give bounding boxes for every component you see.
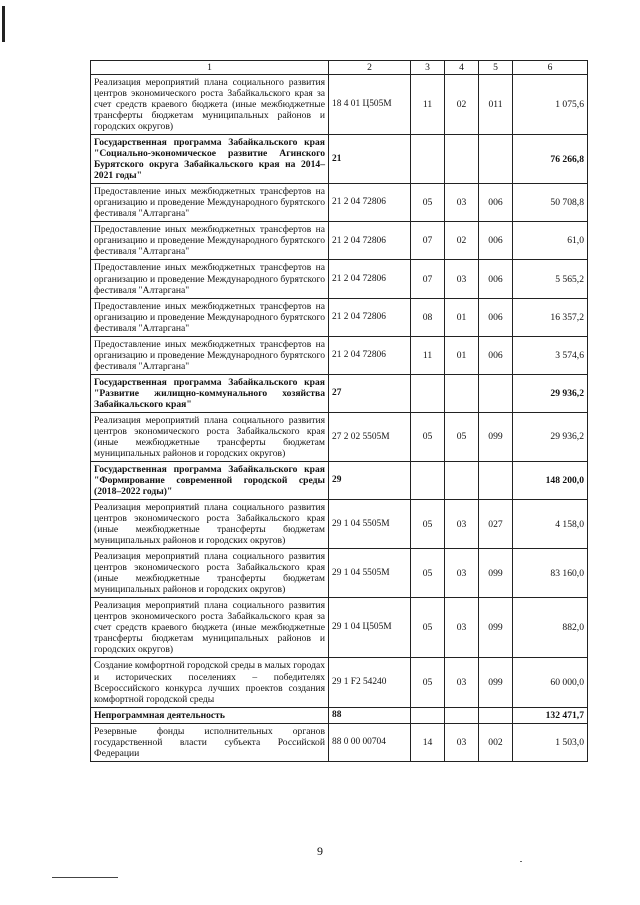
row-col3-cell: 05 bbox=[411, 184, 445, 222]
row-col4-cell: 03 bbox=[445, 549, 479, 598]
table-row-program-heading bbox=[91, 135, 588, 184]
row-col3-cell: 05 bbox=[411, 412, 445, 461]
row-name-cell: Государственная программа Забайкальского края "Развитие жилищно-коммунального хозяйства Забайкальского края" bbox=[91, 374, 329, 412]
row-amount-cell: 60 000,0 bbox=[513, 658, 588, 707]
row-col4-cell: 03 bbox=[445, 723, 479, 761]
row-amount-cell: 76 266,8 bbox=[513, 135, 588, 184]
budget-allocation-table bbox=[90, 60, 588, 762]
row-code-cell: 21 2 04 72806 bbox=[329, 222, 411, 260]
row-name-cell: Непрограммная деятельность bbox=[91, 707, 329, 723]
row-col4-cell: 03 bbox=[445, 184, 479, 222]
row-name-cell: Реализация мероприятий плана социального развития центров экономического роста Забайкальского края за счет средств краевого бюджета (иные межбюджетные трансферты бюджетам муниципальных районов и городских округов) bbox=[91, 75, 329, 135]
table-row bbox=[91, 549, 588, 598]
header-col-5: 5 bbox=[479, 61, 513, 75]
row-name-cell: Реализация мероприятий плана социального развития центров экономического роста Забайкальского края за счет средств краевого бюджета (иные межбюджетные трансферты бюджетам муниципальных районов и городских округов) bbox=[91, 598, 329, 658]
row-name-cell: Предоставление иных межбюджетных трансфертов на организацию и проведение Международного бурятского фестиваля "Алтаргана" bbox=[91, 222, 329, 260]
row-name-cell: Создание комфортной городской среды в малых городах и исторических поселениях – победителях Всероссийского конкурса лучших проектов создания комфортной городской среды bbox=[91, 658, 329, 707]
row-col3-cell bbox=[411, 461, 445, 499]
row-name-cell: Резервные фонды исполнительных органов государственной власти субъекта Российской Федерации bbox=[91, 723, 329, 761]
row-name-cell: Предоставление иных межбюджетных трансфертов на организацию и проведение Международного бурятского фестиваля "Алтаргана" bbox=[91, 184, 329, 222]
row-name-cell: Предоставление иных межбюджетных трансфертов на организацию и проведение Международного бурятского фестиваля "Алтаргана" bbox=[91, 298, 329, 336]
row-col3-cell bbox=[411, 707, 445, 723]
row-col5-cell: 006 bbox=[479, 184, 513, 222]
row-code-cell: 21 2 04 72806 bbox=[329, 260, 411, 298]
row-code-cell: 29 1 04 Ц505М bbox=[329, 598, 411, 658]
row-col4-cell: 03 bbox=[445, 598, 479, 658]
row-code-cell: 27 2 02 5505М bbox=[329, 412, 411, 461]
row-amount-cell: 132 471,7 bbox=[513, 707, 588, 723]
row-col4-cell bbox=[445, 461, 479, 499]
row-col3-cell bbox=[411, 374, 445, 412]
footer-rule bbox=[52, 877, 118, 878]
row-col4-cell: 03 bbox=[445, 260, 479, 298]
row-col4-cell bbox=[445, 374, 479, 412]
table-row bbox=[91, 598, 588, 658]
row-amount-cell: 1 075,6 bbox=[513, 75, 588, 135]
row-amount-cell: 83 160,0 bbox=[513, 549, 588, 598]
row-col5-cell: 006 bbox=[479, 260, 513, 298]
row-col5-cell: 099 bbox=[479, 549, 513, 598]
table-row bbox=[91, 184, 588, 222]
row-col4-cell bbox=[445, 135, 479, 184]
row-name-cell: Предоставление иных межбюджетных трансфертов на организацию и проведение Международного бурятского фестиваля "Алтаргана" bbox=[91, 336, 329, 374]
row-code-cell: 88 0 00 00704 bbox=[329, 723, 411, 761]
row-col3-cell: 07 bbox=[411, 222, 445, 260]
row-amount-cell: 16 357,2 bbox=[513, 298, 588, 336]
row-code-cell: 88 bbox=[329, 707, 411, 723]
row-col3-cell: 08 bbox=[411, 298, 445, 336]
row-amount-cell: 4 158,0 bbox=[513, 500, 588, 549]
row-col3-cell: 05 bbox=[411, 549, 445, 598]
row-col3-cell: 05 bbox=[411, 500, 445, 549]
row-col3-cell: 07 bbox=[411, 260, 445, 298]
row-code-cell: 21 2 04 72806 bbox=[329, 336, 411, 374]
table-row bbox=[91, 75, 588, 135]
scan-margin-mark bbox=[2, 6, 5, 42]
row-code-cell: 21 2 04 72806 bbox=[329, 184, 411, 222]
row-col5-cell: 099 bbox=[479, 412, 513, 461]
header-col-3: 3 bbox=[411, 61, 445, 75]
row-col5-cell bbox=[479, 461, 513, 499]
row-code-cell: 21 2 04 72806 bbox=[329, 298, 411, 336]
row-amount-cell: 61,0 bbox=[513, 222, 588, 260]
row-col4-cell: 03 bbox=[445, 658, 479, 707]
row-amount-cell: 5 565,2 bbox=[513, 260, 588, 298]
table-row bbox=[91, 222, 588, 260]
row-amount-cell: 29 936,2 bbox=[513, 374, 588, 412]
row-col3-cell: 05 bbox=[411, 658, 445, 707]
row-col4-cell: 01 bbox=[445, 298, 479, 336]
header-col-1: 1 bbox=[91, 61, 329, 75]
row-col4-cell: 05 bbox=[445, 412, 479, 461]
row-col5-cell: 002 bbox=[479, 723, 513, 761]
table-row bbox=[91, 500, 588, 549]
row-col5-cell bbox=[479, 707, 513, 723]
row-name-cell: Предоставление иных межбюджетных трансфертов на организацию и проведение Международного бурятского фестиваля "Алтаргана" bbox=[91, 260, 329, 298]
row-col5-cell: 006 bbox=[479, 336, 513, 374]
row-col3-cell: 11 bbox=[411, 75, 445, 135]
row-col5-cell bbox=[479, 374, 513, 412]
row-col4-cell bbox=[445, 707, 479, 723]
row-amount-cell: 1 503,0 bbox=[513, 723, 588, 761]
table-row-program-heading bbox=[91, 461, 588, 499]
row-col4-cell: 01 bbox=[445, 336, 479, 374]
row-col3-cell: 05 bbox=[411, 598, 445, 658]
row-col4-cell: 02 bbox=[445, 222, 479, 260]
row-col5-cell: 011 bbox=[479, 75, 513, 135]
table-row bbox=[91, 723, 588, 761]
header-col-4: 4 bbox=[445, 61, 479, 75]
table-row-program-heading bbox=[91, 374, 588, 412]
row-col5-cell bbox=[479, 135, 513, 184]
row-amount-cell: 3 574,6 bbox=[513, 336, 588, 374]
row-col3-cell: 11 bbox=[411, 336, 445, 374]
row-col4-cell: 02 bbox=[445, 75, 479, 135]
row-code-cell: 29 1 04 5505М bbox=[329, 500, 411, 549]
table-row-program-heading bbox=[91, 707, 588, 723]
row-code-cell: 18 4 01 Ц505М bbox=[329, 75, 411, 135]
scan-speck bbox=[520, 861, 522, 862]
row-col5-cell: 099 bbox=[479, 658, 513, 707]
row-col5-cell: 006 bbox=[479, 298, 513, 336]
row-col5-cell: 006 bbox=[479, 222, 513, 260]
row-code-cell: 29 1 F2 54240 bbox=[329, 658, 411, 707]
table-row bbox=[91, 412, 588, 461]
row-name-cell: Реализация мероприятий плана социального развития центров экономического роста Забайкальского края (иные межбюджетные трансферты бюджетам муниципальных районов и городских округов) bbox=[91, 412, 329, 461]
row-amount-cell: 50 708,8 bbox=[513, 184, 588, 222]
row-name-cell: Реализация мероприятий плана социального развития центров экономического роста Забайкальского края (иные межбюджетные трансферты бюджетам муниципальных районов и городских округов) bbox=[91, 549, 329, 598]
row-code-cell: 27 bbox=[329, 374, 411, 412]
row-name-cell: Государственная программа Забайкальского края "Формирование современной городской среды (2018–2022 годы)" bbox=[91, 461, 329, 499]
row-code-cell: 29 bbox=[329, 461, 411, 499]
row-code-cell: 29 1 04 5505М bbox=[329, 549, 411, 598]
row-col3-cell bbox=[411, 135, 445, 184]
table-row bbox=[91, 658, 588, 707]
row-name-cell: Государственная программа Забайкальского края "Социально-экономическое развитие Агинского Бурятского округа Забайкальского края на 2014–2021 годы" bbox=[91, 135, 329, 184]
header-col-6: 6 bbox=[513, 61, 588, 75]
page-number: 9 bbox=[317, 844, 323, 858]
row-amount-cell: 29 936,2 bbox=[513, 412, 588, 461]
table-row bbox=[91, 298, 588, 336]
row-col5-cell: 099 bbox=[479, 598, 513, 658]
row-amount-cell: 148 200,0 bbox=[513, 461, 588, 499]
row-amount-cell: 882,0 bbox=[513, 598, 588, 658]
table-header-row bbox=[91, 61, 588, 75]
table-row bbox=[91, 336, 588, 374]
row-col5-cell: 027 bbox=[479, 500, 513, 549]
row-name-cell: Реализация мероприятий плана социального развития центров экономического роста Забайкальского края (иные межбюджетные трансферты бюджетам муниципальных районов и городских округов) bbox=[91, 500, 329, 549]
header-col-2: 2 bbox=[329, 61, 411, 75]
row-col3-cell: 14 bbox=[411, 723, 445, 761]
row-col4-cell: 03 bbox=[445, 500, 479, 549]
table-row bbox=[91, 260, 588, 298]
row-code-cell: 21 bbox=[329, 135, 411, 184]
